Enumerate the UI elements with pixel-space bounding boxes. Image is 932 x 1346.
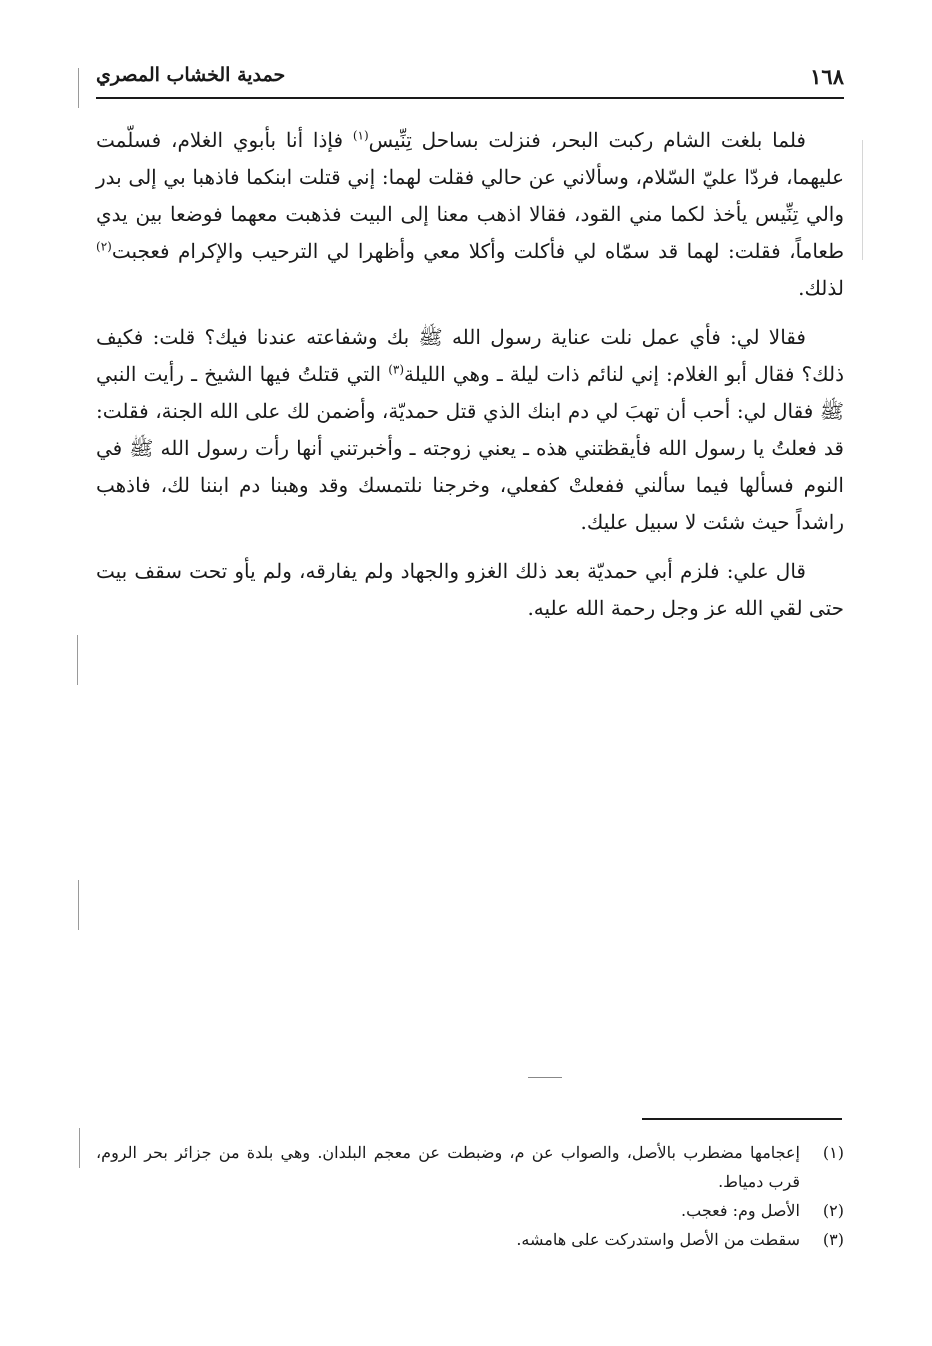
footnote-3-text: سقطت من الأصل واستدركت على هامشه. <box>516 1230 800 1249</box>
footnote-ref-1: (١) <box>352 128 369 143</box>
page-header <box>96 62 844 98</box>
footnote-2-text: الأصل وم: فعجب. <box>681 1201 800 1220</box>
page-number: ١٦٨ <box>810 64 844 89</box>
main-text <box>96 122 844 639</box>
running-title: حمدية الخشاب المصري <box>96 64 286 86</box>
footnote-1-text: إعجامها مضطرب بالأصل، والصواب عن م، وضبطت عن معجم البلدان. وهي بلدة من جزائر بحر الروم، قرب دمياط. <box>96 1143 801 1191</box>
paragraph-1-text-c: لذلك. <box>798 276 844 300</box>
paragraph-1-text-b: فإذا أنا بأبوي الغلام، فسلّمت عليهما، فردّا عليّ السّلام، وسألاني عن حالي فقلت لهما: إني قتلت ابنكما فاذهبا بي إلى بدر والي تِنِّيس يأخذ لكما مني القود، فقالا اذهب معنا إلى البيت فذهبت معهما فوضعا بين يدي طعاماً، فقلت: لهما قد سمّاه لي فأكلت وأكلا معي وأظهرا لي الترحيب والإكرام فعجبت <box>96 128 844 263</box>
scan-margin-mark <box>77 635 78 685</box>
paragraph-2 <box>96 319 844 541</box>
footnote-3-number: (٣) <box>822 1230 844 1249</box>
paragraph-2-text-a: فقالا لي: فأي عمل نلت عناية رسول الله ﷺ بك وشفاعته عندنا فيك؟ قلت: فكيف ذلك؟ فقال أبو الغلام: إني لنائم ذات ليلة ـ وهي الليلة <box>96 325 844 386</box>
footnote-2-number: (٢) <box>822 1201 844 1220</box>
paragraph-3-text: قال علي: فلزم أبي حمديّة بعد ذلك الغزو والجهاد ولم يفارقه، ولم يأو تحت سقف بيت حتى لقي الله عز وجل رحمة الله عليه. <box>96 559 844 620</box>
scan-margin-mark <box>78 880 79 930</box>
footnotes <box>96 1138 844 1254</box>
footnote-separator <box>642 1118 842 1120</box>
footnote-2 <box>96 1196 844 1225</box>
footnote-1-number: (١) <box>822 1143 844 1162</box>
scan-margin-mark <box>78 68 79 108</box>
footnote-3 <box>96 1225 844 1254</box>
footnote-1 <box>96 1138 844 1196</box>
scan-margin-mark <box>862 140 863 260</box>
scan-margin-mark <box>79 1128 80 1168</box>
footnote-ref-2: (٢) <box>96 239 112 254</box>
header-rule <box>96 97 844 99</box>
section-dash <box>528 1077 562 1078</box>
paragraph-2-text-b: التي قتلتُ فيها الشيخ ـ رأيت النبي ﷺ فقال لي: أحب أن تهبَ لي دم ابنك الذي قتل حمديّة، وأضمن لك على الله الجنة، فقلت: قد فعلتُ يا رسول الله فأيقظتني هذه ـ يعني زوجته ـ وأخبرتني أنها رأت رسول الله ﷺ في النوم فسألها فيما سألني ففعلتْ كفعلي، وخرجنا نلتمسك وقد وهبنا دم ابننا لك، فاذهب راشداً حيث شئت لا سبيل عليك. <box>96 362 844 534</box>
paragraph-1-text-a: فلما بلغت الشام ركبت البحر، فنزلت بساحل تِنِّيس <box>368 128 806 152</box>
paragraph-1 <box>96 122 844 307</box>
paragraph-3 <box>96 553 844 627</box>
footnote-ref-3: (٣) <box>388 362 405 377</box>
